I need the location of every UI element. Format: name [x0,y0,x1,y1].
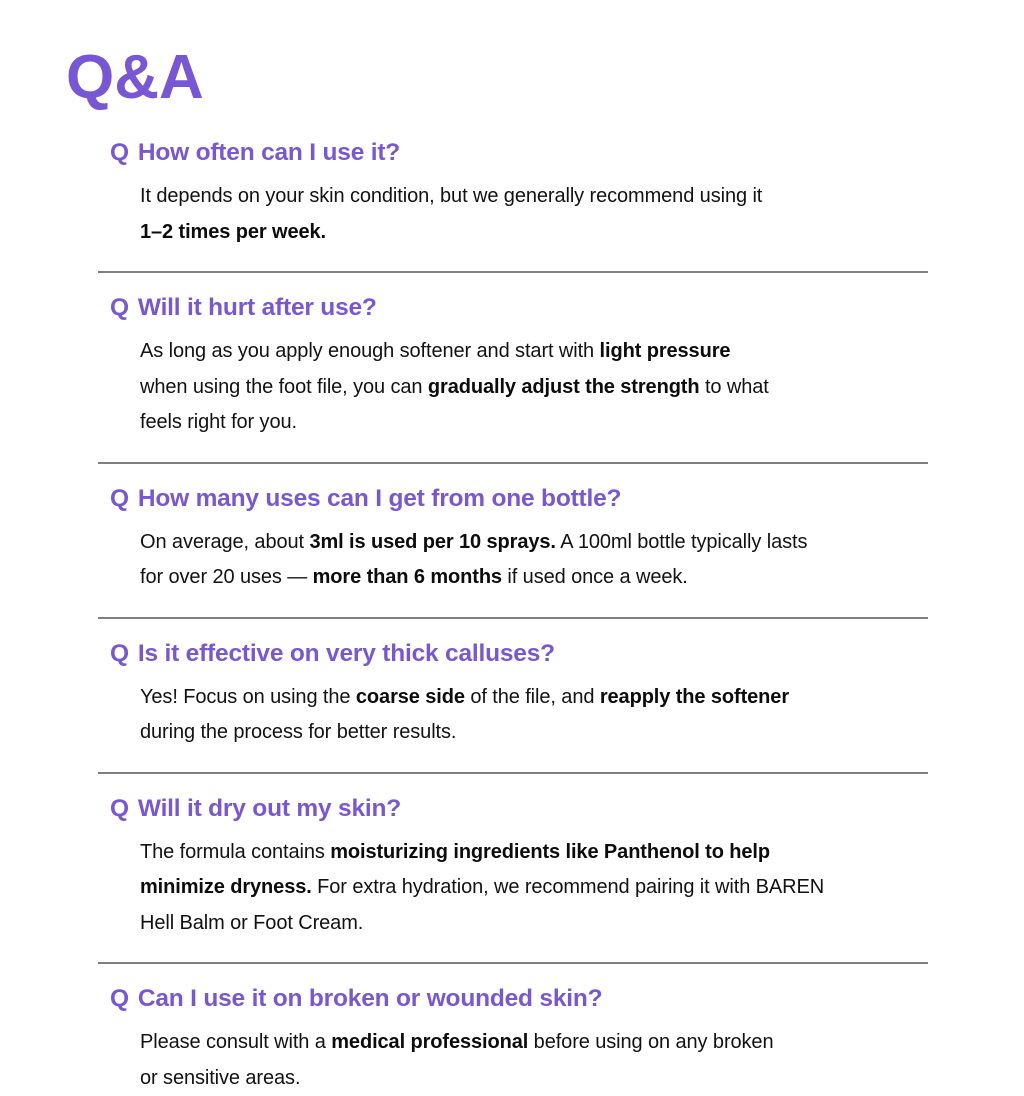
faq-answer [98,179,928,250]
faq-question [98,484,928,514]
faq-item [98,271,928,441]
answer-text: As long as you apply enough softener and start with light pressure when using the foot file, you can gradually adjust the strength to what feels right for you. [140,340,769,433]
question-prefix: Q [110,639,129,667]
question-prefix: Q [110,794,129,822]
question-prefix: Q [110,985,129,1012]
answer-text: On average, about 3ml is used per 10 sprays. A 100ml bottle typically lasts for over 20 uses — more than 6 months if used once a week. [140,530,808,588]
question-text: Is it effective on very thick calluses? [137,639,555,667]
question-text: Can I use it on broken or wounded skin? [137,985,603,1012]
faq-question [98,639,928,669]
question-prefix: Q [110,294,129,321]
faq-answer [98,835,928,942]
question-text: Will it dry out my skin? [137,794,402,822]
answer-text: The formula contains moisturizing ingredients like Panthenol to help minimize dryness. For extra hydration, we recommend pairing it with BAREN Hell Balm or Foot Cream. [140,840,825,934]
faq-item [98,462,928,596]
question-text: Will it hurt after use? [137,294,377,321]
answer-text: Please consult with a medical professional before using on any broken or sensitive areas. [140,1031,774,1089]
divider [98,462,928,464]
faq-item [98,772,928,942]
faq-item [98,962,928,1096]
divider [98,772,928,774]
answer-text: It depends on your skin condition, but we generally recommend using it 1–2 times per week. [140,185,763,243]
question-prefix: Q [110,139,129,166]
divider [98,962,928,964]
faq-list [98,138,928,1096]
faq-answer [98,680,928,751]
faq-question [98,293,928,323]
question-text: How many uses can I get from one bottle? [137,484,622,512]
faq-question [98,794,928,824]
faq-answer [98,1025,928,1096]
faq-answer [98,525,928,596]
page-title: Q&A [66,43,204,112]
faq-question [98,138,928,168]
faq-answer [98,334,928,441]
question-text: How often can I use it? [137,139,401,166]
divider [98,617,928,619]
divider [98,271,928,273]
faq-item [98,138,928,250]
answer-text: Yes! Focus on using the coarse side of the file, and reapply the softener during the process for better results. [140,685,790,743]
question-prefix: Q [110,484,129,512]
faq-item [98,617,928,751]
faq-question [98,984,928,1014]
